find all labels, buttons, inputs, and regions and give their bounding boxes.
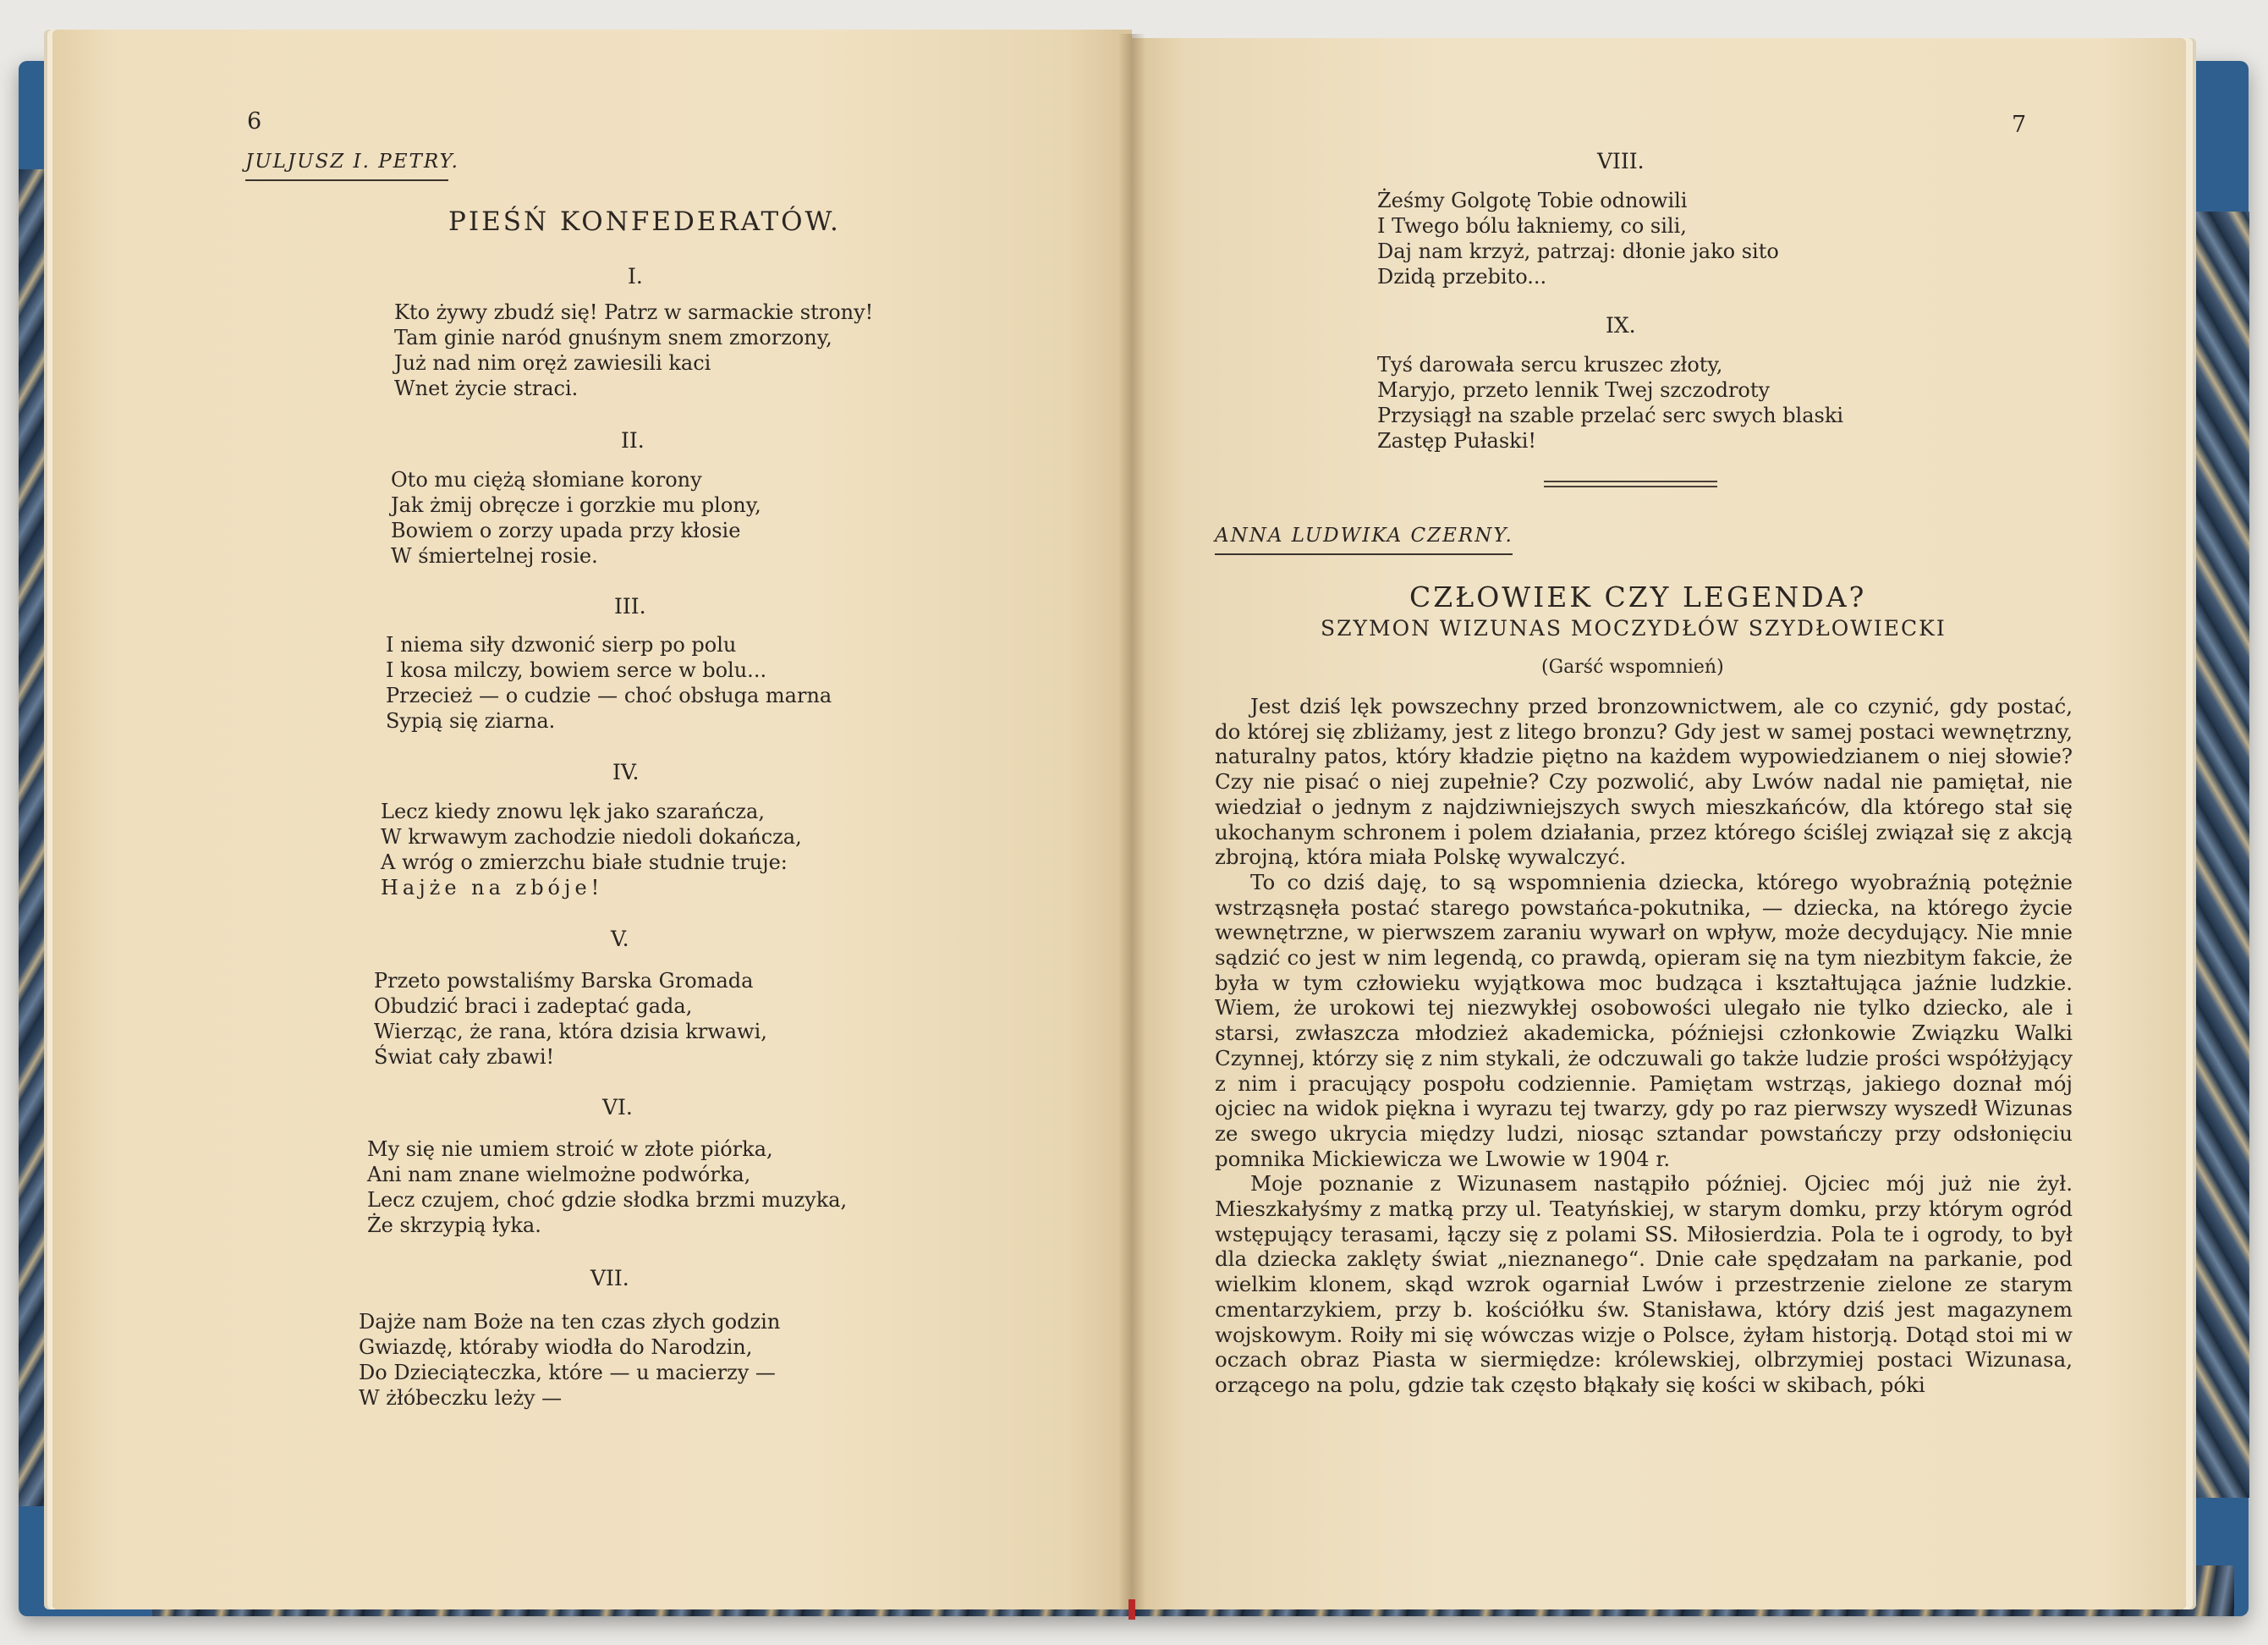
stanza-line: Obudzić braci i zadeptać gada,	[374, 994, 693, 1018]
stanza-line: W żłóbeczku leży —	[359, 1386, 563, 1410]
book-gutter	[1118, 34, 1145, 1609]
stanza-number: VI.	[602, 1095, 633, 1120]
stanza-line: Przecież — o cudzie — choć obsługa marna	[386, 684, 832, 707]
article-paragraph: To co dziś daję, to są wspomnienia dziecka, którego wyobraźnią potężnie wstrząsnęła postać starego powstańca-pokutnika, — dziecka, na którego życie wewnętrzne, w pierwszem zaraniu wywarł on wpływ, może decydujący. Nie mnie sądzić co jest w nim legendą, co prawdą, opieram się na tym niezbitym fakcie, że była w tym człowieku wyjątkowa moc budząca i kształtująca jaźnie ludzkie. Wiem, że urokowi tej niezwykłej osobowości ulegało nie tylko dziecko, ale i starsi, zwłaszcza młodzież akademicka, późniejsi członkowie Związku Walki Czynnej, którzy się z nim stykali, że odczuwali go także ludzie prości współżyjący z nim i pracujący pospołu codziennie. Pamiętam wstrząs, jakiego doznał mój ojciec na widok piękna i wyrazu tej twarzy, gdy po raz pierwszy wyszedł Wizunas ze swego ukrycia między ludzi, niosąc sztandar powstańczy przy odsłonięciu pomnika Mickiewicza we Lwowie w 1904 r.	[1215, 869, 2073, 1171]
article-note: (Garść wspomnień)	[1541, 657, 1724, 678]
article-paragraph: Moje poznanie z Wizunasem nastąpiło później. Ojciec mój już nie żył. Mieszkałyśmy z matką przy ul. Teatyńskiej, w starym domku, przy którym ogród wstępujący terasami, łączy się z polami SS. Miłosierdzia. Pola te i ogrody, to był dla dziecka zaklęty świat „nieznanego“. Dnie całe spędzałam na parkanie, pod wielkim klonem, skąd wzrok ogarniał Lwów i przestrzenie zielone ze starym cmentarzykiem, przy b. kościółku św. Stanisława, który dziś jest magazynem wojskowym. Roiły mi się wówczas wizje o Polsce, żyłam historją. Dotąd stoi mi w oczach obraz Piasta w siermiędze: królewskiej, olbrzymiej postaci Wizunasa, orzącego na polu, gdzie tak często błąkały się kości w skibach, póki	[1215, 1171, 2073, 1397]
stanza-line: Tyś darowała sercu kruszec złoty,	[1377, 353, 1723, 377]
stanza-line: Tam ginie naród gnuśnym snem zmorzony,	[394, 326, 832, 349]
stanza-line: Żeśmy Golgotę Tobie odnowili	[1377, 189, 1688, 212]
stanza-line: I kosa milczy, bowiem serce w bolu...	[386, 658, 767, 682]
stanza-line: Jak żmij obręcze i gorzkie mu plony,	[391, 493, 761, 517]
stanza-number: IX.	[1606, 313, 1636, 338]
stanza-line: Zastęp Pułaski!	[1377, 429, 1537, 453]
stanza-number: VII.	[590, 1266, 629, 1290]
stanza-number: III.	[614, 594, 646, 619]
page-number-left: 6	[247, 108, 262, 135]
stanza-line: I niema siły dzwonić sierp po polu	[386, 633, 737, 657]
stanza-line: Wierząc, że rana, która dzisia krwawi,	[374, 1020, 767, 1043]
stanza-line: Do Dzieciąteczka, które — u macierzy —	[359, 1361, 776, 1384]
stanza-line: Daj nam krzyż, patrzaj: dłonie jako sito	[1377, 239, 1779, 263]
stanza-line: W śmiertelnej rosie.	[391, 544, 598, 568]
stanza-line: Przysiągł na szable przelać serc swych blaski	[1377, 404, 1844, 427]
stanza-line: Już nad nim oręż zawiesili kaci	[394, 351, 711, 375]
stanza-line: Hajże na zbóje!	[381, 876, 604, 900]
stanza-number: IV.	[612, 760, 640, 784]
right-author: ANNA LUDWIKA CZERNY.	[1215, 525, 1513, 547]
right-author-underline	[1215, 553, 1513, 555]
section-divider	[1544, 481, 1717, 487]
stanza-number: VIII.	[1597, 149, 1645, 173]
stanza-line: Oto mu ciężą słomiane korony	[391, 468, 702, 492]
bookmark-ribbon	[1129, 1599, 1135, 1620]
stanza-line: Dzidą przebito...	[1377, 265, 1547, 289]
stanza-line: Kto żywy zbudź się! Patrz w sarmackie strony!	[394, 300, 874, 324]
stanza-line: Lecz czujem, choć gdzie słodka brzmi muzyka,	[367, 1188, 848, 1212]
stanza-line: Sypią się ziarna.	[386, 709, 556, 733]
stanza-line: W krwawym zachodzie niedoli dokańcza,	[381, 825, 802, 849]
left-author: JULJUSZ I. PETRY.	[245, 151, 459, 173]
stanza-line: Lecz kiedy znowu lęk jako szarańcza,	[381, 800, 765, 823]
stanza-line: Ani nam znane wielmożne podwórka,	[367, 1163, 751, 1186]
stanza-number: V.	[611, 927, 629, 951]
stanza-line: Że skrzypią łyka.	[367, 1213, 541, 1237]
stanza-number: II.	[621, 428, 645, 453]
stanza-line: Przeto powstaliśmy Barska Gromada	[374, 969, 754, 993]
stanza-line: Bowiem o zorzy upada przy kłosie	[391, 519, 741, 542]
stanza-line: Wnet życie straci.	[394, 377, 579, 400]
article-title: CZŁOWIEK CZY LEGENDA?	[1409, 580, 1867, 613]
page-number-right: 7	[2012, 112, 2027, 138]
stanza-number: I.	[628, 264, 643, 289]
stanza-line: Gwiazdę, któraby wiodła do Narodzin,	[359, 1335, 753, 1359]
article-body	[1215, 694, 2073, 1398]
stanza-line: Świat cały zbawi!	[374, 1045, 555, 1069]
stanza-line: Maryjo, przeto lennik Twej szczodroty	[1377, 378, 1771, 402]
article-paragraph: Jest dziś lęk powszechny przed bronzownictwem, ale co czynić, gdy postać, do której się zbliżamy, jest z litego bronzu? Gdy jest w samej postaci wewnętrzny, naturalny patos, który kładzie piętno na każdem wypowiedzianem o niej słowie? Czy nie pisać o niej zupełnie? Czy pozwolić, aby Lwów nadal nie pamiętał, nie wiedział o jednym z najdziwniejszych swych mieszkańców, dla którego stał się ukochanym schronem i polem działania, przez którego ściślej związał się z akcją zbrojną, która miała Polskę wywalczyć.	[1215, 694, 2073, 870]
left-author-underline	[245, 179, 448, 181]
left-poem-title: PIEŚŃ KONFEDERATÓW.	[448, 206, 841, 237]
article-subtitle: SZYMON WIZUNAS MOCZYDŁÓW SZYDŁOWIECKI	[1321, 616, 1947, 641]
stanza-line: Dajże nam Boże na ten czas złych godzin	[359, 1310, 781, 1334]
marbled-edge-right	[2190, 212, 2249, 1498]
stanza-line: A wróg o zmierzchu białe studnie truje:	[381, 850, 788, 874]
stanza-line: My się nie umiem stroić w złote piórka,	[367, 1137, 773, 1161]
stanza-line: I Twego bólu łakniemy, co sili,	[1377, 214, 1687, 238]
